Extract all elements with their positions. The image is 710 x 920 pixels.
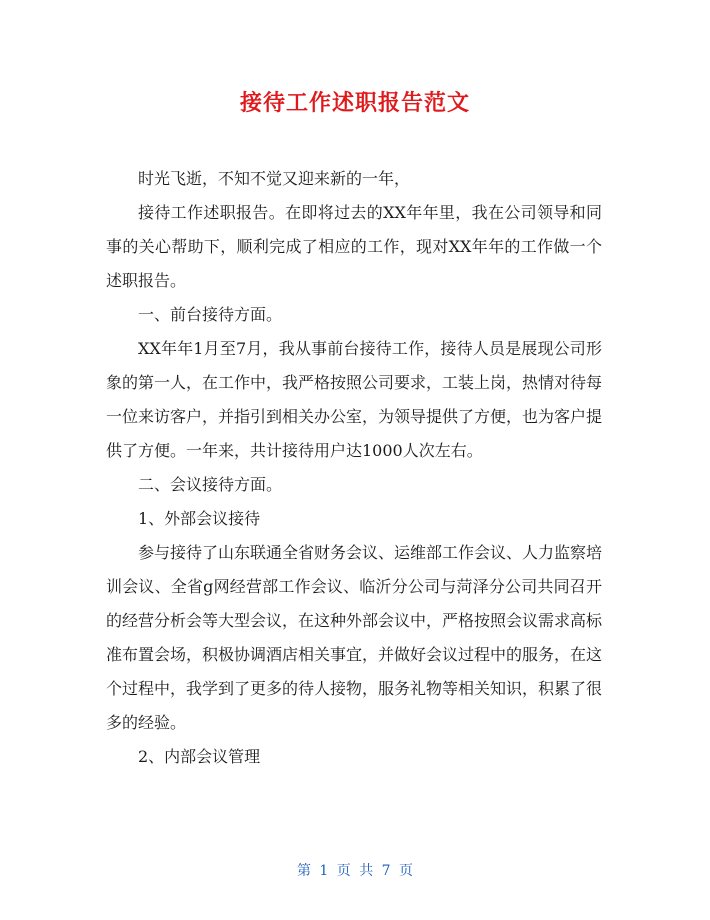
document-title: 接待工作述职报告范文 — [239, 91, 470, 116]
paragraph: 参与接待了山东联通全省财务会议、运维部工作会议、人力监察培训会议、全省g网经营部工作会议、临沂分公司与菏泽分公司共同召开的经营分析会等大型会议，在这种外部会议中，严格按照会议需求高标准布置会场，积极协调酒店相关事宜，并做好会议过程中的服务，在这个过程中，我学到了更多的待人接物，服务礼物等相关知识，积累了很多的经验。 — [106, 543, 603, 732]
subsection-heading: 2、内部会议管理 — [138, 747, 261, 766]
document-body — [106, 162, 602, 774]
paragraph: XX年年1月至7月，我从事前台接待工作，接待人员是展现公司形象的第一人，在工作中，我严格按照公司要求，工装上岗，热情对待每一位来访客户，并指引到相关办公室，为领导提供了方便，也为客户提供了方便。一年来，共计接待用户达1000人次左右。 — [106, 339, 603, 460]
section-heading: 一、前台接待方面。 — [138, 305, 283, 324]
paragraph: 时光飞逝，不知不觉又迎来新的一年， — [138, 169, 411, 188]
page-number-footer: 第 1 页 共 7 页 — [296, 863, 414, 879]
paragraph: 接待工作述职报告。在即将过去的XX年年里，我在公司领导和同事的关心帮助下，顺利完成了相应的工作，现对XX年年的工作做一个述职报告。 — [106, 203, 602, 290]
subsection-heading: 1、外部会议接待 — [138, 509, 261, 528]
section-heading: 二、会议接待方面。 — [138, 475, 283, 494]
